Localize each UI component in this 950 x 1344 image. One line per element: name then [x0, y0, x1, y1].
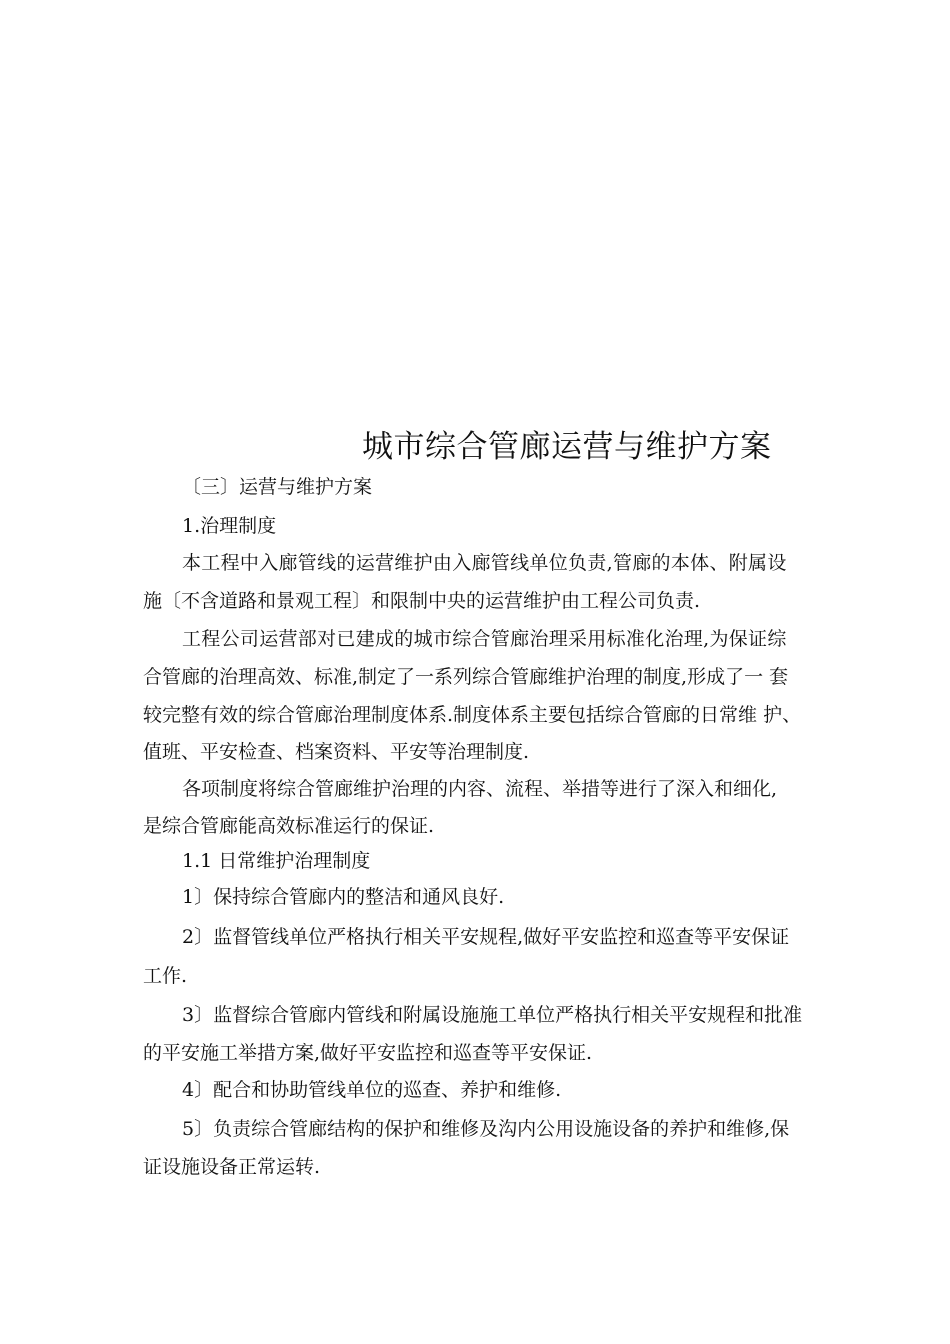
- paragraph-line: 合管廊的治理高效、标准,制定了一系列综合管廊维护治理的制度,形成了一 套: [143, 666, 789, 688]
- list-item: 1〕保持综合管廊内的整洁和通风良好.: [182, 886, 505, 908]
- paragraph-line: 本工程中入廊管线的运营维护由入廊管线单位负责,管廊的本体、附属设: [182, 552, 787, 574]
- subsection-heading: 1.1 日常维护治理制度: [182, 850, 371, 872]
- section-heading: 〔三〕运营与维护方案: [182, 476, 373, 498]
- list-item: 4〕配合和协助管线单位的巡查、养护和维修.: [182, 1079, 562, 1101]
- subsection-heading: 1.治理制度: [182, 515, 277, 537]
- list-item-continuation: 的平安施工举措方案,做好平安监控和巡查等平安保证.: [143, 1042, 593, 1064]
- paragraph-line: 是综合管廊能高效标准运行的保证.: [143, 815, 435, 837]
- document-title: 城市综合管廊运营与维护方案: [362, 429, 772, 465]
- list-item-continuation: 证设施设备正常运转.: [143, 1156, 321, 1178]
- paragraph-line: 工程公司运营部对已建成的城市综合管廊治理采用标准化治理,为保证综: [182, 628, 787, 650]
- paragraph-line: 较完整有效的综合管廊治理制度体系.制度体系主要包括综合管廊的日常维 护、: [143, 704, 802, 726]
- list-item: 2〕监督管线单位严格执行相关平安规程,做好平安监控和巡查等平安保证: [182, 926, 790, 948]
- paragraph-line: 值班、平安检查、档案资料、平安等治理制度.: [143, 741, 530, 763]
- paragraph-line: 施〔不含道路和景观工程〕和限制中央的运营维护由工程公司负责.: [143, 590, 701, 612]
- list-item: 3〕监督综合管廊内管线和附属设施施工单位严格执行相关平安规程和批准: [182, 1004, 803, 1026]
- paragraph-line: 各项制度将综合管廊维护治理的内容、流程、举措等进行了深入和细化,: [182, 778, 778, 800]
- list-item: 5〕负责综合管廊结构的保护和维修及沟内公用设施设备的养护和维修,保: [182, 1118, 790, 1140]
- list-item-continuation: 工作.: [143, 965, 188, 987]
